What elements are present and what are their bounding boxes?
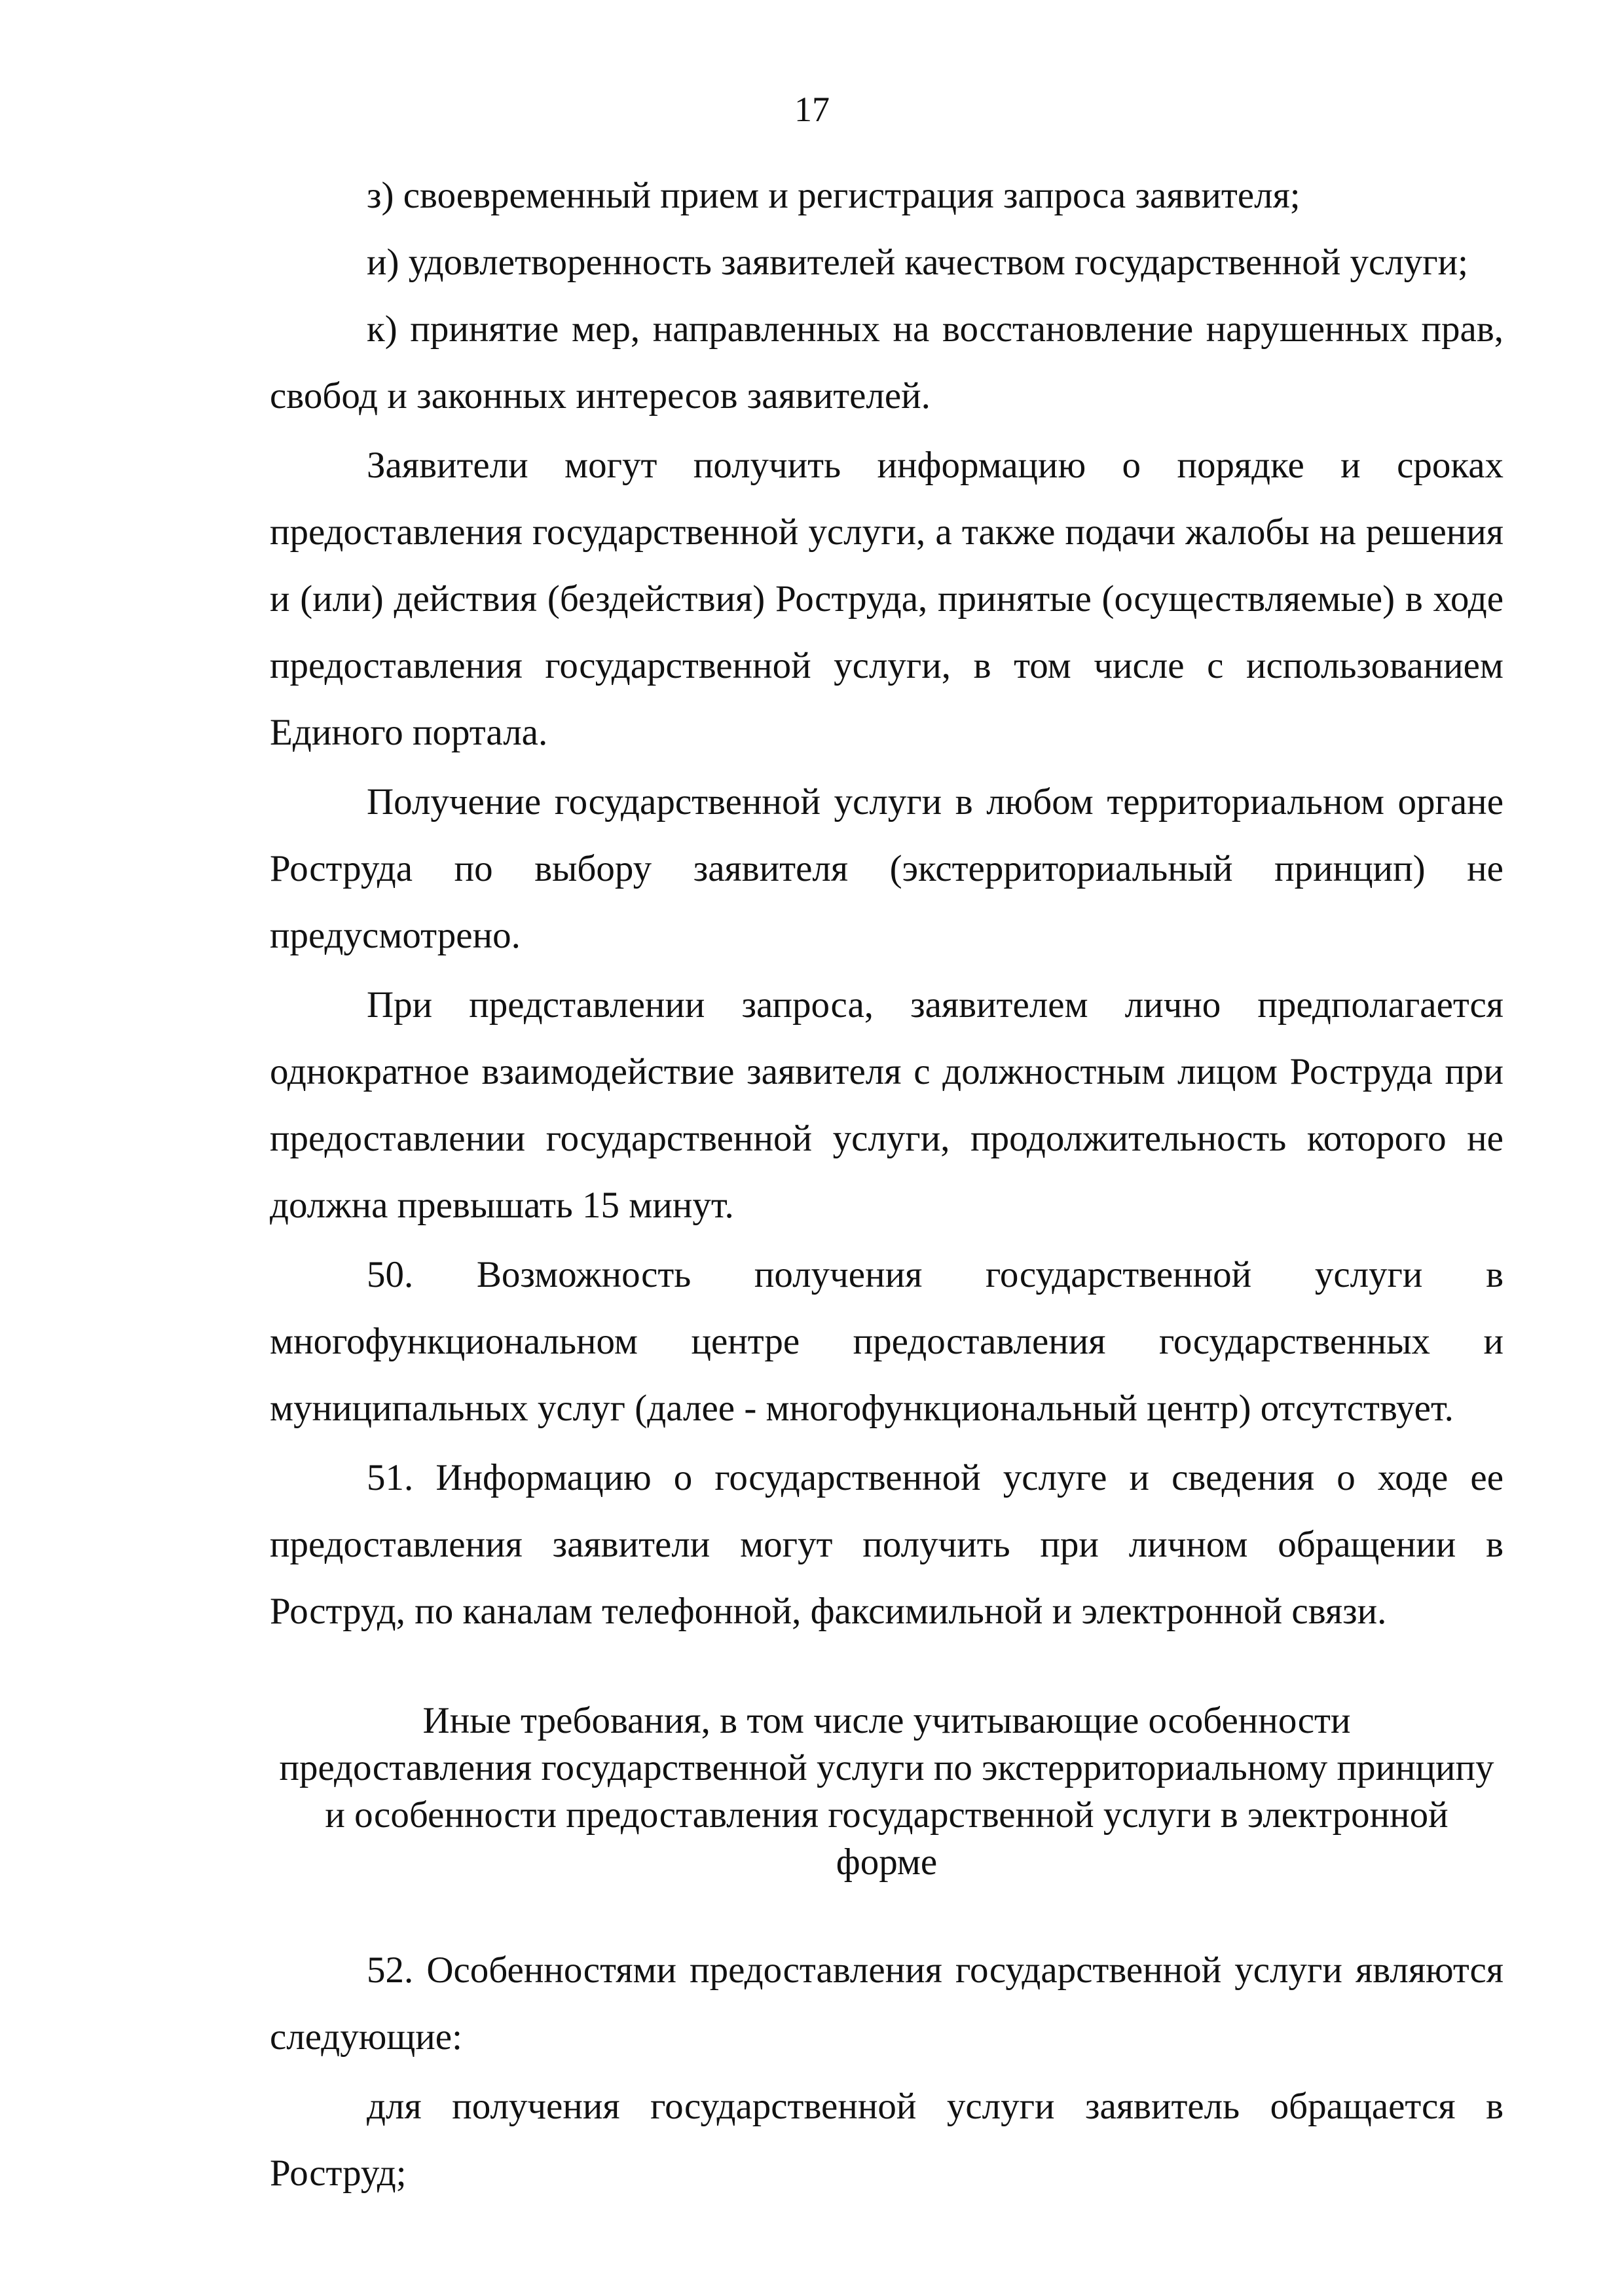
document-body bbox=[270, 162, 1504, 2207]
paragraph-interaction: При представлении запроса, заявителем лично предполагается однократное взаимодействие заявителя с должностным лицом Роструда при предоставлении государственной услуги, продолжительность которого не должна превышать 15 минут. bbox=[270, 984, 1504, 1226]
paragraph-item-z: з) своевременный прием и регистрация запроса заявителя; bbox=[367, 175, 1301, 216]
section-heading-line: форме bbox=[836, 1841, 938, 1883]
section-heading-line: предоставления государственной услуги по экстерриториальному принципу bbox=[279, 1747, 1494, 1788]
paragraph-rostrud-contact: для получения государственной услуги заявитель обращается в Роструд; bbox=[270, 2086, 1504, 2194]
paragraph-item-k: к) принятие мер, направленных на восстановление нарушенных прав, свобод и законных интересов заявителей. bbox=[270, 308, 1504, 416]
paragraph-item-i: и) удовлетворенность заявителей качеством государственной услуги; bbox=[367, 242, 1468, 283]
paragraph-50: 50. Возможность получения государственной услуги в многофункциональном центре предоставления государственных и муниципальных услуг (далее - многофункциональный центр) отсутствует. bbox=[270, 1254, 1504, 1429]
paragraph-52: 52. Особенностями предоставления государственной услуги являются следующие: bbox=[270, 1950, 1504, 2058]
paragraph-applicants-info: Заявители могут получить информацию о порядке и сроках предоставления государственной услуги, а также подачи жалобы на решения и (или) действия (бездействия) Роструда, принятые (осуществляемые) в ходе предоставления государственной услуги, в том числе с использованием Единого портала. bbox=[270, 445, 1504, 753]
paragraph-51: 51. Информацию о государственной услуге и сведения о ходе ее предоставления заявители могут получить при личном обращении в Роструд, по каналам телефонной, факсимильной и электронной связи. bbox=[270, 1457, 1504, 1632]
section-heading bbox=[270, 1697, 1504, 1886]
paragraph-exterritorial: Получение государственной услуги в любом территориальном органе Роструда по выбору заявителя (экстерриториальный принцип) не предусмотрено. bbox=[270, 781, 1504, 956]
page-number: 17 bbox=[794, 90, 830, 129]
section-heading-line: Иные требования, в том числе учитывающие особенности bbox=[422, 1700, 1351, 1741]
section-heading-line: и особенности предоставления государственной услуги в электронной bbox=[325, 1794, 1449, 1836]
